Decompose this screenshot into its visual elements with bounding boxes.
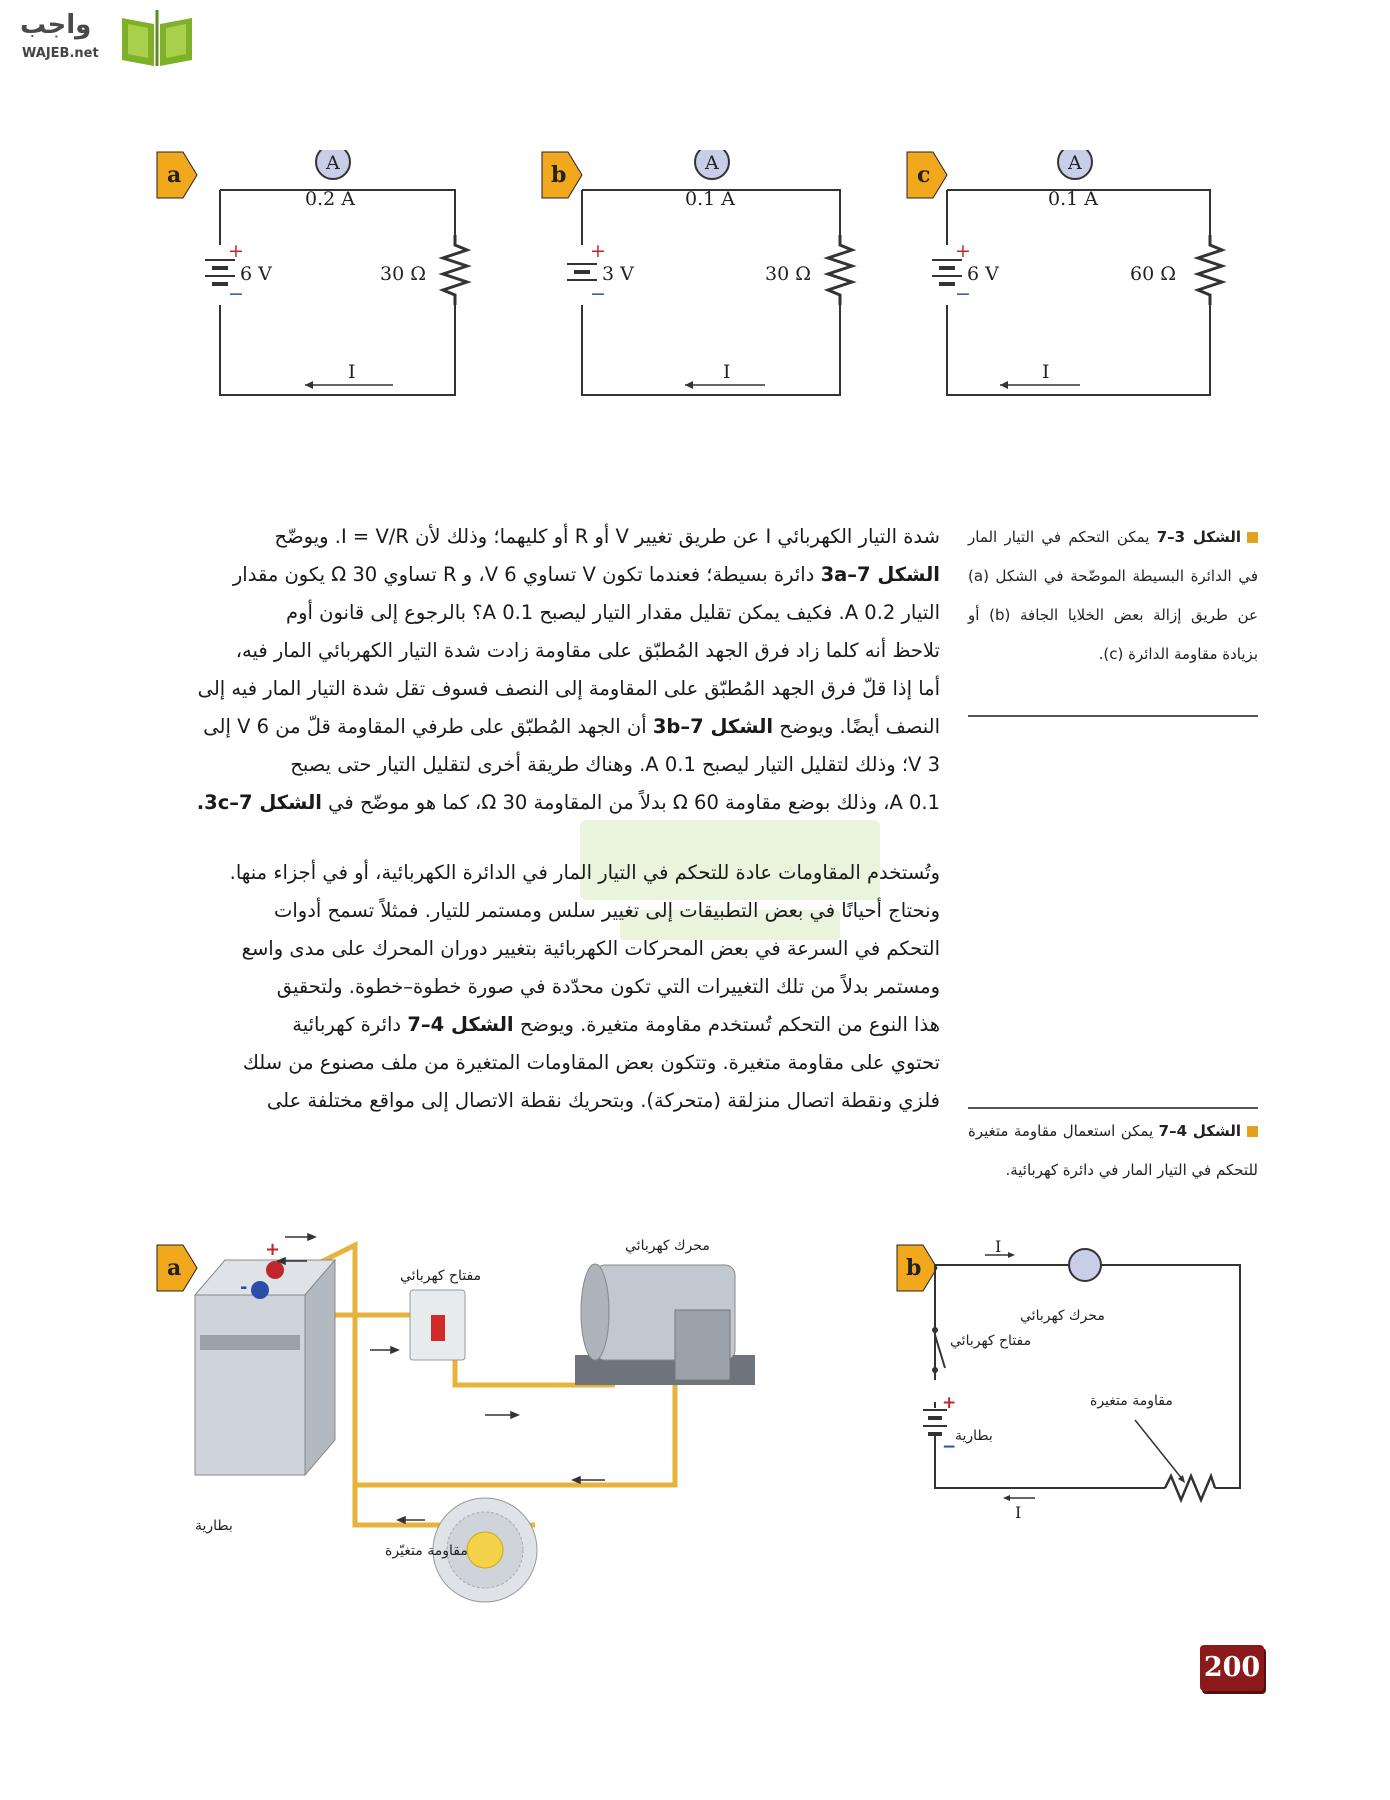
current-c-value: 0.1 A	[1048, 188, 1098, 210]
p1-line-2-text: دائرة بسيطة؛ فعندما تكون V تساوي 6 V، و R تساوي 30 Ω يكون مقدار	[232, 563, 821, 586]
p1-line-6-a: النصف أيضًا. ويوضح	[773, 715, 940, 738]
caption-bullet-icon	[1247, 532, 1258, 543]
caption-3-divider	[968, 715, 1258, 717]
p2-line-7: فلزي ونقطة اتصال منزلقة (متحركة). وبتحريك نقطة الاتصال إلى مواقع مختلفة على	[266, 1089, 940, 1112]
resistance-a-value: 30 Ω	[380, 263, 426, 285]
switch-image	[410, 1290, 465, 1360]
circuit-c	[905, 150, 1205, 470]
minus-4b: −	[942, 1437, 957, 1457]
caption-4-text: يمكن استعمال مقاومة متغيرة للتحكم في التيار المار في دائرة كهربائية.	[968, 1122, 1258, 1179]
caption-3-number: الشكل 3–7	[1156, 528, 1242, 546]
p1-line-6-c: أن الجهد المُطبّق على طرفي المقاومة قلّ من 6 V إلى	[203, 715, 653, 738]
current-c-label: I	[1042, 361, 1050, 383]
label-rheostat: مقاومة متغيّرة	[385, 1543, 468, 1559]
p2-line-1: وتُستخدم المقاومات عادة للتحكم في التيار المار في الدائرة الكهربائية، أو في أجزاء منها.	[229, 861, 940, 884]
voltage-c-value: 6 V	[967, 263, 999, 285]
current-a-value: 0.2 A	[305, 188, 355, 210]
p2-line-5-a: هذا النوع من التحكم تُستخدم مقاومة متغيرة. ويوضح	[513, 1013, 940, 1036]
caption-figure-4	[968, 1112, 1258, 1190]
ammeter-b-label: A	[705, 152, 719, 174]
label-4b-battery: بطارية	[955, 1428, 993, 1444]
caption-4-divider	[968, 1107, 1258, 1109]
ammeter-c-label: A	[1068, 152, 1082, 174]
caption-figure-3	[968, 518, 1258, 674]
ammeter-a-label: A	[326, 152, 340, 174]
current-bottom-label: I	[1015, 1503, 1022, 1522]
p2-line-6: تحتوي على مقاومة متغيرة. وتتكون بعض المقاومات المتغيرة من ملف مصنوع من سلك	[242, 1051, 940, 1074]
ref-fig-3c: الشكل 3c–7.	[196, 791, 322, 814]
paragraph-1	[158, 518, 940, 822]
caption-3-text: يمكن التحكم في التيار المار في الدائرة البسيطة الموضّحة في الشكل (a) عن طريق إزالة بعض الخلايا الجافة (b) أو بزيادة مقاومة الدائرة (c).	[968, 528, 1259, 663]
ref-fig-3a: الشكل 3a–7	[820, 563, 940, 586]
current-b-label: I	[723, 361, 731, 383]
p2-line-5	[158, 1006, 940, 1044]
voltage-b-value: 3 V	[602, 263, 634, 285]
current-b-value: 0.1 A	[685, 188, 735, 210]
badge-c-label: c	[917, 162, 931, 188]
caption-4-number: الشكل 4–7	[1158, 1122, 1242, 1140]
book-icon	[118, 8, 196, 68]
page-number: 200	[1200, 1645, 1264, 1691]
resistance-c-value: 60 Ω	[1130, 263, 1176, 285]
current-top-label: I	[995, 1240, 1002, 1256]
battery-image	[195, 1260, 335, 1475]
p2-line-2: ونحتاج أحيانًا في بعض التطبيقات إلى تغيير سلس ومستمر للتيار. فمثلاً تسمح أدوات	[274, 899, 940, 922]
p1-line-6	[158, 708, 940, 746]
logo-site: WAJEB.net	[22, 46, 99, 61]
paragraph-2	[158, 854, 940, 1120]
label-4b-switch: مفتاح كهربائي	[950, 1333, 1032, 1349]
site-logo[interactable]	[10, 6, 190, 70]
resistance-b-value: 30 Ω	[765, 263, 811, 285]
badge-4a-label: a	[167, 1255, 182, 1281]
p1-line-8-a: 0.1 A، وذلك بوضع مقاومة 60 Ω بدلاً من المقاومة 30 Ω، كما هو موضّح في	[321, 791, 940, 814]
battery-minus: -	[240, 1277, 248, 1298]
plus-c: +	[955, 240, 971, 262]
label-battery: بطارية	[195, 1518, 233, 1534]
label-motor: محرك كهربائي	[625, 1238, 710, 1254]
badge-a-label: a	[167, 162, 182, 188]
p2-line-5-c: دائرة كهربائية	[292, 1013, 408, 1036]
voltage-a-value: 6 V	[240, 263, 272, 285]
caption-4-bullet-icon	[1247, 1126, 1258, 1137]
p1-line-4: تلاحظ أنه كلما زاد فرق الجهد المُطبّق على مقاومة زادت شدة التيار الكهربائي المار فيه،	[235, 639, 940, 662]
plus-b: +	[590, 240, 606, 262]
motor-image	[575, 1264, 755, 1385]
badge-b-label: b	[551, 162, 567, 188]
p1-line-2	[158, 556, 940, 594]
plus-4b: +	[942, 1393, 957, 1413]
ref-fig-3b: الشكل 3b–7	[652, 715, 774, 738]
current-a-label: I	[348, 361, 356, 383]
p1-line-5: أما إذا قلّ فرق الجهد المُطبّق على المقاومة إلى النصف فسوف تقل شدة التيار المار فيه إلى	[197, 677, 940, 700]
label-4b-rheostat: مقاومة متغيرة	[1090, 1393, 1173, 1409]
figure-4a	[155, 1225, 835, 1605]
logo-arabic: واجب	[20, 10, 92, 40]
p2-line-4: ومستمر بدلاً من تلك التغييرات التي تكون محدّدة في صورة خطوة–خطوة. ولتحقيق	[276, 975, 940, 998]
label-switch: مفتاح كهربائي	[400, 1268, 482, 1284]
minus-b: −	[590, 283, 606, 305]
figure-4b	[895, 1240, 1255, 1570]
p2-line-3: التحكم في السرعة في بعض المحركات الكهربائية بتغيير دوران المحرك على مدى واسع	[241, 937, 940, 960]
battery-plus: +	[265, 1239, 281, 1260]
ref-fig-4: الشكل 4–7	[407, 1013, 514, 1036]
badge-4b-label: b	[906, 1255, 922, 1281]
label-4b-motor: محرك كهربائي	[1020, 1308, 1105, 1324]
motor-symbol	[1069, 1249, 1101, 1281]
p1-line-1: شدة التيار الكهربائي I عن طريق تغيير V أو R أو كليهما؛ وذلك لأن I = V/R. ويوضّح	[274, 525, 940, 548]
minus-a: −	[228, 283, 244, 305]
circuit-b	[540, 150, 840, 470]
rheostat-symbol	[1165, 1476, 1215, 1500]
minus-c: −	[955, 283, 971, 305]
plus-a: +	[228, 240, 244, 262]
circuit-a	[155, 150, 455, 470]
p1-line-3: التيار 0.2 A. فكيف يمكن تقليل مقدار التيار ليصبح 0.1 A؟ بالرجوع إلى قانون أوم	[286, 601, 940, 624]
p1-line-7: 3 V؛ وذلك لتقليل التيار ليصبح 0.1 A. وهناك طريقة أخرى لتقليل التيار حتى يصبح	[290, 753, 940, 776]
